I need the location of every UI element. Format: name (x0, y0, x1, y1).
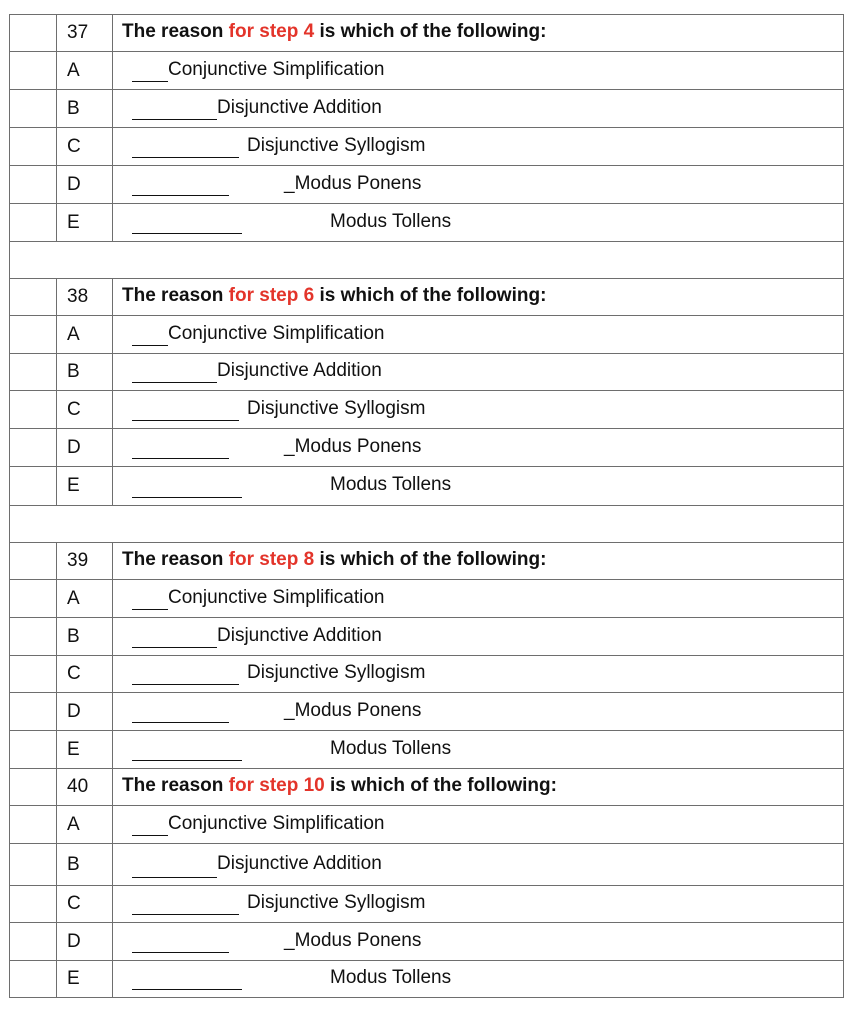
cell-border (9, 923, 10, 960)
prompt-tail: is which of the following: (314, 20, 547, 42)
option-label: Modus Tollens (330, 473, 452, 495)
option-answer-cell[interactable] (122, 90, 844, 127)
option-letter: E (67, 475, 80, 496)
cell-border (9, 242, 10, 278)
cell-border (9, 580, 10, 617)
cell-border (843, 242, 844, 278)
question-prompt (122, 15, 844, 51)
option-answer-cell[interactable] (122, 693, 844, 730)
cell-border (9, 506, 10, 542)
cell-border (112, 467, 113, 505)
option-answer-cell[interactable] (122, 316, 844, 353)
cell-border (9, 204, 10, 241)
option-row[interactable] (9, 730, 844, 768)
option-label: Disjunctive Addition (217, 852, 382, 874)
answer-blank[interactable] (132, 345, 168, 346)
cell-border (112, 618, 113, 655)
option-row[interactable] (9, 51, 844, 89)
question-number: 39 (67, 550, 89, 571)
prompt-step-highlight: for step 6 (228, 284, 315, 306)
cell-border (112, 354, 113, 390)
question-prompt-text (122, 21, 546, 43)
option-letter: B (67, 97, 80, 119)
cell-border (9, 543, 10, 579)
cell-border (112, 543, 113, 579)
option-row[interactable] (9, 960, 844, 998)
option-letter: C (67, 893, 81, 914)
cell-border (112, 204, 113, 241)
question-prompt (122, 769, 844, 805)
option-answer-cell[interactable] (122, 961, 844, 997)
option-row[interactable] (9, 165, 844, 203)
cell-border (112, 316, 113, 353)
cell-border (112, 806, 113, 843)
option-row[interactable] (9, 390, 844, 428)
option-row[interactable] (9, 466, 844, 505)
cell-border (9, 656, 10, 692)
option-letter: D (67, 173, 81, 195)
option-row[interactable] (9, 617, 844, 655)
prompt-tail: is which of the following: (314, 284, 547, 306)
option-label: Conjunctive Simplification (168, 812, 385, 834)
question-prompt (122, 279, 844, 315)
cell-border (9, 844, 10, 885)
question-number: 40 (67, 776, 89, 797)
option-row[interactable] (9, 579, 844, 617)
option-letter: D (67, 436, 81, 458)
question-row (9, 14, 844, 51)
option-answer-cell[interactable] (122, 52, 844, 89)
option-row[interactable] (9, 655, 844, 692)
option-row[interactable] (9, 805, 844, 843)
option-label: Modus Tollens (330, 966, 452, 988)
option-answer-cell[interactable] (122, 128, 844, 165)
option-letter: E (67, 968, 80, 989)
cell-border (112, 656, 113, 692)
option-label: Disjunctive Syllogism (247, 134, 426, 156)
answer-blank[interactable] (132, 760, 242, 761)
answer-blank[interactable] (132, 81, 168, 82)
cell-border (9, 391, 10, 428)
question-prompt-text (122, 549, 546, 571)
cell-border (112, 90, 113, 127)
option-answer-cell[interactable] (122, 844, 844, 885)
cell-border (9, 429, 10, 466)
cell-border (9, 15, 10, 51)
cell-border (9, 693, 10, 730)
answer-blank[interactable] (132, 877, 217, 878)
option-answer-cell[interactable] (122, 580, 844, 617)
answer-blank[interactable] (132, 382, 217, 383)
cell-border (112, 580, 113, 617)
option-answer-cell[interactable] (122, 204, 844, 241)
option-label: _Modus Ponens (284, 699, 422, 721)
option-answer-cell[interactable] (122, 656, 844, 692)
option-label: Conjunctive Simplification (168, 58, 385, 80)
question-row (9, 768, 844, 805)
option-label: Disjunctive Addition (217, 359, 382, 381)
option-answer-cell[interactable] (122, 354, 844, 390)
option-label: Conjunctive Simplification (168, 586, 385, 608)
question-row (9, 278, 844, 315)
option-letter: C (67, 398, 81, 420)
option-label: Modus Tollens (330, 737, 452, 759)
option-answer-cell[interactable] (122, 806, 844, 843)
question-number: 38 (67, 286, 89, 307)
option-row[interactable] (9, 127, 844, 165)
cell-border (9, 731, 10, 768)
answer-blank[interactable] (132, 609, 168, 610)
cell-border (112, 693, 113, 730)
cell-border (843, 506, 844, 542)
cell-border (9, 769, 10, 805)
option-row[interactable] (9, 353, 844, 390)
prompt-step-highlight: for step 8 (228, 548, 315, 570)
option-row[interactable] (9, 203, 844, 241)
answer-blank[interactable] (132, 420, 239, 421)
cell-border (9, 166, 10, 203)
option-letter: B (67, 361, 80, 382)
prompt-tail: is which of the following: (324, 774, 557, 796)
prompt-step-highlight: for step 10 (228, 774, 325, 796)
option-answer-cell[interactable] (122, 391, 844, 428)
cell-border (9, 467, 10, 505)
answer-blank[interactable] (132, 914, 239, 915)
option-label: Disjunctive Syllogism (247, 891, 426, 913)
option-label: Conjunctive Simplification (168, 322, 385, 344)
cell-border (9, 806, 10, 843)
option-label: Disjunctive Syllogism (247, 397, 426, 419)
question-prompt (122, 543, 844, 579)
option-row[interactable] (9, 922, 844, 960)
option-letter: C (67, 663, 81, 684)
prompt-lead: The reason (122, 20, 229, 42)
cell-border (112, 166, 113, 203)
option-answer-cell[interactable] (122, 618, 844, 655)
option-letter: A (67, 813, 80, 835)
option-answer-cell[interactable] (122, 886, 844, 922)
option-letter: D (67, 930, 81, 952)
cell-border (112, 844, 113, 885)
cell-border (9, 961, 10, 997)
spacer-row (9, 505, 844, 542)
option-label: _Modus Ponens (284, 929, 422, 951)
answer-blank[interactable] (132, 952, 229, 953)
option-answer-cell[interactable] (122, 731, 844, 768)
option-answer-cell[interactable] (122, 467, 844, 505)
cell-border (112, 769, 113, 805)
option-answer-cell[interactable] (122, 429, 844, 466)
option-row[interactable] (9, 843, 844, 885)
cell-border (112, 52, 113, 89)
cell-border (112, 961, 113, 997)
question-prompt-text (122, 285, 546, 307)
question-row (9, 542, 844, 579)
option-answer-cell[interactable] (122, 166, 844, 203)
cell-border (9, 279, 10, 315)
cell-border (112, 731, 113, 768)
answer-blank[interactable] (132, 989, 242, 990)
option-row[interactable] (9, 89, 844, 127)
answer-blank[interactable] (132, 157, 239, 158)
option-row[interactable] (9, 428, 844, 466)
cell-border (112, 429, 113, 466)
option-row[interactable] (9, 692, 844, 730)
cell-border (112, 923, 113, 960)
option-letter: D (67, 700, 81, 722)
spacer-row (9, 241, 844, 278)
cell-border (9, 618, 10, 655)
cell-border (112, 128, 113, 165)
prompt-step-highlight: for step 4 (228, 20, 315, 42)
option-letter: E (67, 738, 80, 760)
prompt-lead: The reason (122, 774, 229, 796)
answer-blank[interactable] (132, 233, 242, 234)
option-label: _Modus Ponens (284, 435, 422, 457)
cell-border (9, 128, 10, 165)
option-row[interactable] (9, 315, 844, 353)
option-letter: E (67, 211, 80, 233)
option-answer-cell[interactable] (122, 923, 844, 960)
question-number: 37 (67, 22, 89, 43)
answer-blank[interactable] (132, 722, 229, 723)
answer-blank[interactable] (132, 458, 229, 459)
option-letter: A (67, 59, 80, 81)
option-letter: B (67, 625, 80, 647)
answer-blank[interactable] (132, 647, 217, 648)
answer-blank[interactable] (132, 835, 168, 836)
cell-border (112, 279, 113, 315)
option-label: Disjunctive Addition (217, 624, 382, 646)
cell-border (9, 316, 10, 353)
prompt-lead: The reason (122, 284, 229, 306)
prompt-lead: The reason (122, 548, 229, 570)
answer-blank[interactable] (132, 497, 242, 498)
cell-border (9, 52, 10, 89)
option-row[interactable] (9, 885, 844, 922)
cell-border (9, 354, 10, 390)
answer-blank[interactable] (132, 119, 217, 120)
option-label: Disjunctive Syllogism (247, 661, 426, 683)
option-letter: B (67, 853, 80, 875)
option-label: _Modus Ponens (284, 172, 422, 194)
option-label: Modus Tollens (330, 210, 452, 232)
option-label: Disjunctive Addition (217, 96, 382, 118)
cell-border (9, 90, 10, 127)
cell-border (112, 391, 113, 428)
prompt-tail: is which of the following: (314, 548, 547, 570)
option-letter: A (67, 587, 80, 609)
option-letter: A (67, 323, 80, 345)
cell-border (9, 886, 10, 922)
cell-border (112, 15, 113, 51)
cell-border (112, 886, 113, 922)
question-prompt-text (122, 775, 557, 797)
option-letter: C (67, 135, 81, 157)
answer-blank[interactable] (132, 195, 229, 196)
answer-blank[interactable] (132, 684, 239, 685)
